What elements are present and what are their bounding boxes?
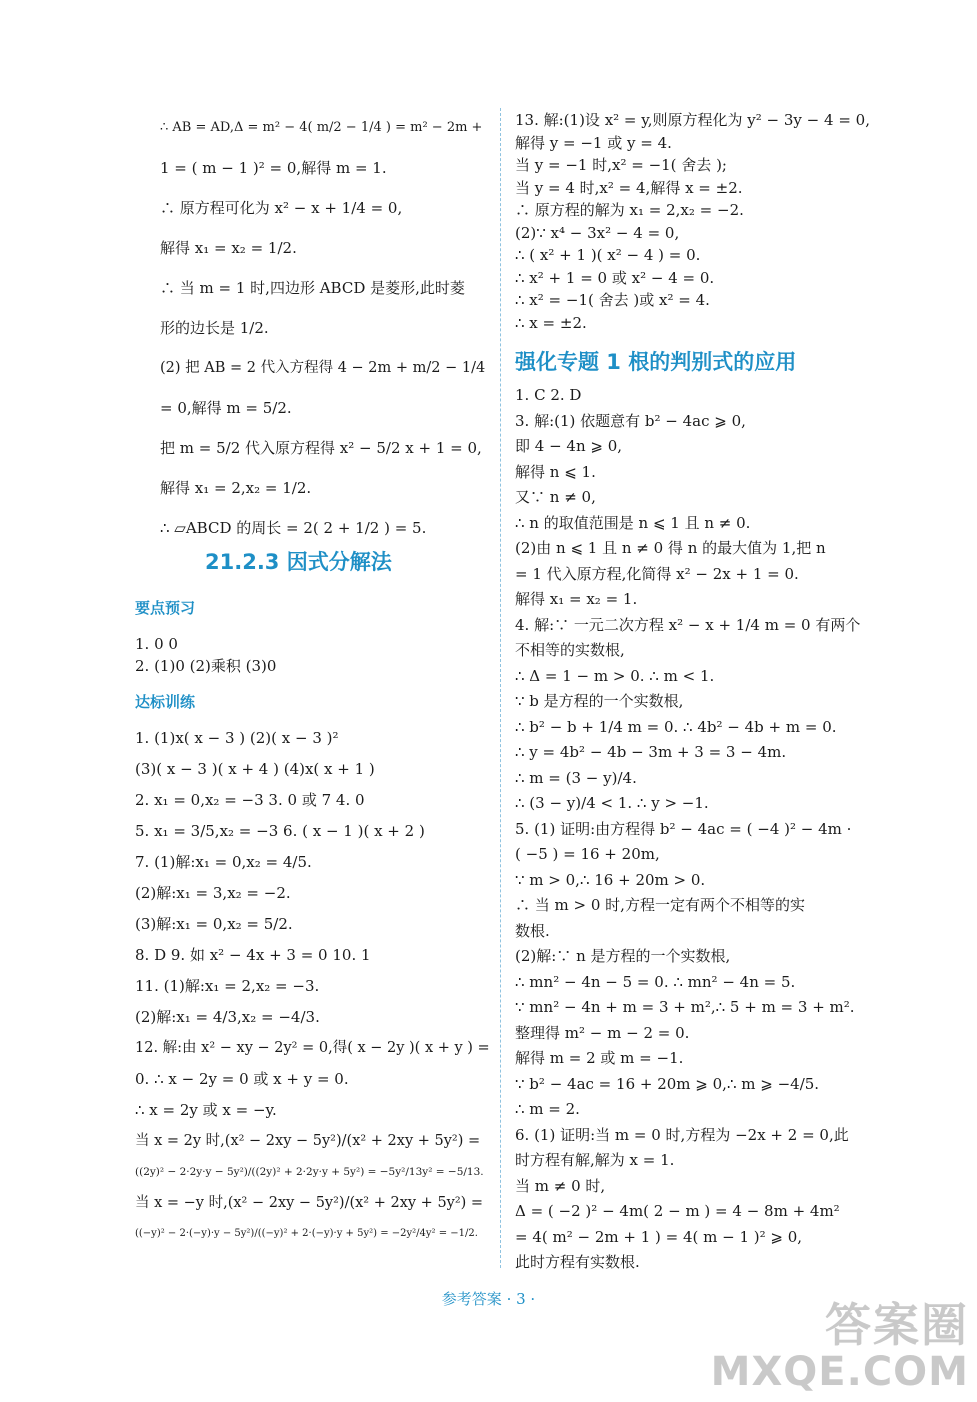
answer-line: 1. 0 0 [135, 635, 178, 653]
answer-line: (2)解:x₁ = 3,x₂ = −2. [135, 884, 291, 902]
answer-line: 0. ∴ x − 2y = 0 或 x + y = 0. [135, 1070, 349, 1088]
answer-line: ∴ Δ = 1 − m > 0. ∴ m < 1. [515, 666, 715, 685]
answer-line: 12. 解:由 x² − xy − 2y² = 0,得( x − 2y )( x + y ) = [135, 1040, 490, 1056]
answer-line: 整理得 m² − m − 2 = 0. [515, 1023, 690, 1042]
answer-line: ∴ 原方程的解为 x₁ = 2,x₂ = −2. [515, 201, 744, 219]
answer-line: 2. x₁ = 0,x₂ = −3 3. 0 或 7 4. 0 [135, 791, 365, 809]
answer-line: (2) 把 AB = 2 代入方程得 4 − 2m + m/2 − 1/4 [160, 360, 486, 376]
answer-line: ∴ m = (3 − y)/4. [515, 768, 637, 787]
answer-line: ∴ 当 m > 0 时,方程一定有两个不相等的实 [515, 896, 805, 914]
answer-line: ∴ x² = −1( 舍去 )或 x² = 4. [515, 291, 710, 309]
answer-line: ∵ m > 0,∴ 16 + 20m > 0. [515, 870, 706, 889]
answer-line: 4. 解:∵ 一元二次方程 x² − x + 1/4 m = 0 有两个 [515, 615, 861, 634]
answer-line: 此时方程有实数根. [515, 1253, 640, 1271]
answer-line: 解得 m = 2 或 m = −1. [515, 1049, 684, 1067]
answer-line: 当 x = 2y 时,(x² − 2xy − 5y²)/(x² + 2xy + 5y²) = [135, 1133, 481, 1149]
section-title: 强化专题 1 根的判别式的应用 [515, 350, 797, 374]
answer-line: 数根. [515, 921, 550, 940]
answer-line: ∴ AB = AD,Δ = m² − 4( m/2 − 1/4 ) = m² − 2m + [160, 120, 483, 135]
answer-line: 2. (1)0 (2)乘积 (3)0 [135, 657, 277, 675]
answer-line: (2)解:∵ n 是方程的一个实数根, [515, 947, 731, 965]
answer-line: 8. D 9. 如 x² − 4x + 3 = 0 10. 1 [135, 946, 371, 964]
answer-line: 5. x₁ = 3/5,x₂ = −3 6. ( x − 1 )( x + 2 ) [135, 822, 425, 840]
answer-line: 13. 解:(1)设 x² = y,则原方程化为 y² − 3y − 4 = 0, [515, 111, 870, 129]
answer-line: 形的边长是 1/2. [160, 319, 269, 337]
answer-line: ∵ b² − 4ac = 16 + 20m ⩾ 0,∴ m ⩾ −4/5. [515, 1074, 820, 1093]
answer-line: 当 y = −1 时,x² = −1( 舍去 ); [515, 156, 727, 174]
answer-line: ∴ mn² − 4n − 5 = 0. ∴ mn² − 4n = 5. [515, 972, 796, 991]
answer-line: ∴ (3 − y)/4 < 1. ∴ y > −1. [515, 794, 709, 812]
answer-line: 时方程有解,解为 x = 1. [515, 1151, 675, 1169]
subsection-title: 要点预习 [135, 599, 196, 617]
answer-line: ∵ mn² − 4n + m = 3 + m²,∴ 5 + m = 3 + m². [515, 998, 855, 1016]
answer-line: ∴ x = 2y 或 x = −y. [135, 1101, 277, 1119]
answer-line: = 0,解得 m = 5/2. [160, 399, 292, 417]
answer-line: = 1 代入原方程,化简得 x² − 2x + 1 = 0. [515, 564, 799, 583]
answer-line: ((2y)² − 2·2y·y − 5y²)/((2y)² + 2·2y·y + 5y²) = −5y²/13y² = −5/13. [135, 1166, 484, 1178]
answer-line: 当 m ≠ 0 时, [515, 1176, 606, 1195]
answer-line: 解得 x₁ = x₂ = 1. [515, 590, 638, 608]
answer-line: (2)解:x₁ = 4/3,x₂ = −4/3. [135, 1008, 320, 1026]
answer-line: ∴ ▱ABCD 的周长 = 2( 2 + 1/2 ) = 5. [160, 519, 427, 537]
answer-line: ((−y)² − 2·(−y)·y − 5y²)/((−y)² + 2·(−y)·y + 5y²) = −2y²/4y² = −1/2. [135, 1228, 478, 1239]
answer-line: 当 y = 4 时,x² = 4,解得 x = ±2. [515, 178, 743, 197]
answer-line: 6. (1) 证明:当 m = 0 时,方程为 −2x + 2 = 0,此 [515, 1125, 849, 1144]
answer-line: 解得 n ⩽ 1. [515, 462, 596, 481]
answer-line: 不相等的实数根, [515, 641, 625, 659]
answer-line: ∴ 当 m = 1 时,四边形 ABCD 是菱形,此时菱 [160, 279, 465, 297]
section-title: 21.2.3 因式分解法 [205, 550, 392, 574]
answer-line: 7. (1)解:x₁ = 0,x₂ = 4/5. [135, 853, 312, 871]
answer-line: (2)∵ x⁴ − 3x² − 4 = 0, [515, 223, 680, 242]
answer-line: 3. 解:(1) 依题意有 b² − 4ac ⩾ 0, [515, 411, 746, 430]
answer-line: ∴ m = 2. [515, 1100, 580, 1118]
answer-line: 当 x = −y 时,(x² − 2xy − 5y²)/(x² + 2xy + 5y²) = [135, 1195, 484, 1211]
answer-line: 解得 x₁ = 2,x₂ = 1/2. [160, 479, 312, 497]
answer-line: 解得 x₁ = x₂ = 1/2. [160, 239, 297, 257]
answer-line: ∴ ( x² + 1 )( x² − 4 ) = 0. [515, 246, 701, 264]
answer-line: 5. (1) 证明:由方程得 b² − 4ac = ( −4 )² − 4m · [515, 819, 852, 838]
watermark-line1: 答案圈 [825, 1298, 969, 1352]
answer-line: 1. (1)x( x − 3 ) (2)( x − 3 )² [135, 729, 339, 747]
answer-line: 即 4 − 4n ⩾ 0, [515, 437, 623, 455]
answer-line: Δ = ( −2 )² − 4m( 2 − m ) = 4 − 8m + 4m² [515, 1202, 840, 1220]
answer-line: 11. (1)解:x₁ = 2,x₂ = −3. [135, 977, 320, 995]
answer-line: 又∵ n ≠ 0, [515, 488, 596, 506]
answer-line: 把 m = 5/2 代入原方程得 x² − 5/2 x + 1 = 0, [160, 439, 482, 457]
answer-line: = 4( m² − 2m + 1 ) = 4( m − 1 )² ⩾ 0, [515, 1227, 803, 1246]
answer-line: (3)解:x₁ = 0,x₂ = 5/2. [135, 915, 293, 933]
answer-line: ∵ b 是方程的一个实数根, [515, 692, 684, 710]
answer-line: ∴ 原方程可化为 x² − x + 1/4 = 0, [160, 199, 403, 217]
answer-line: ( −5 ) = 16 + 20m, [515, 845, 660, 863]
answer-line: 解得 y = −1 或 y = 4. [515, 133, 672, 152]
subsection-title: 达标训练 [135, 693, 196, 711]
watermark-line2: MXQE.COM [710, 1349, 969, 1395]
answer-line: ∴ x² + 1 = 0 或 x² − 4 = 0. [515, 268, 715, 287]
answer-line: 1 = ( m − 1 )² = 0,解得 m = 1. [160, 159, 387, 177]
answer-line: (2)由 n ⩽ 1 且 n ≠ 0 得 n 的最大值为 1,把 n [515, 539, 826, 557]
answer-line: ∴ x = ±2. [515, 313, 587, 332]
column-divider [500, 108, 501, 1268]
answer-line: ∴ b² − b + 1/4 m = 0. ∴ 4b² − 4b + m = 0. [515, 717, 837, 736]
answer-line: ∴ y = 4b² − 4b − 3m + 3 = 3 − 4m. [515, 743, 787, 761]
answer-line: 1. C 2. D [515, 386, 582, 404]
answer-line: (3)( x − 3 )( x + 4 ) (4)x( x + 1 ) [135, 760, 375, 778]
answer-line: ∴ n 的取值范围是 n ⩽ 1 且 n ≠ 0. [515, 513, 751, 532]
page-footer: 参考答案 · 3 · [441, 1290, 536, 1308]
watermark [711, 1300, 969, 1394]
